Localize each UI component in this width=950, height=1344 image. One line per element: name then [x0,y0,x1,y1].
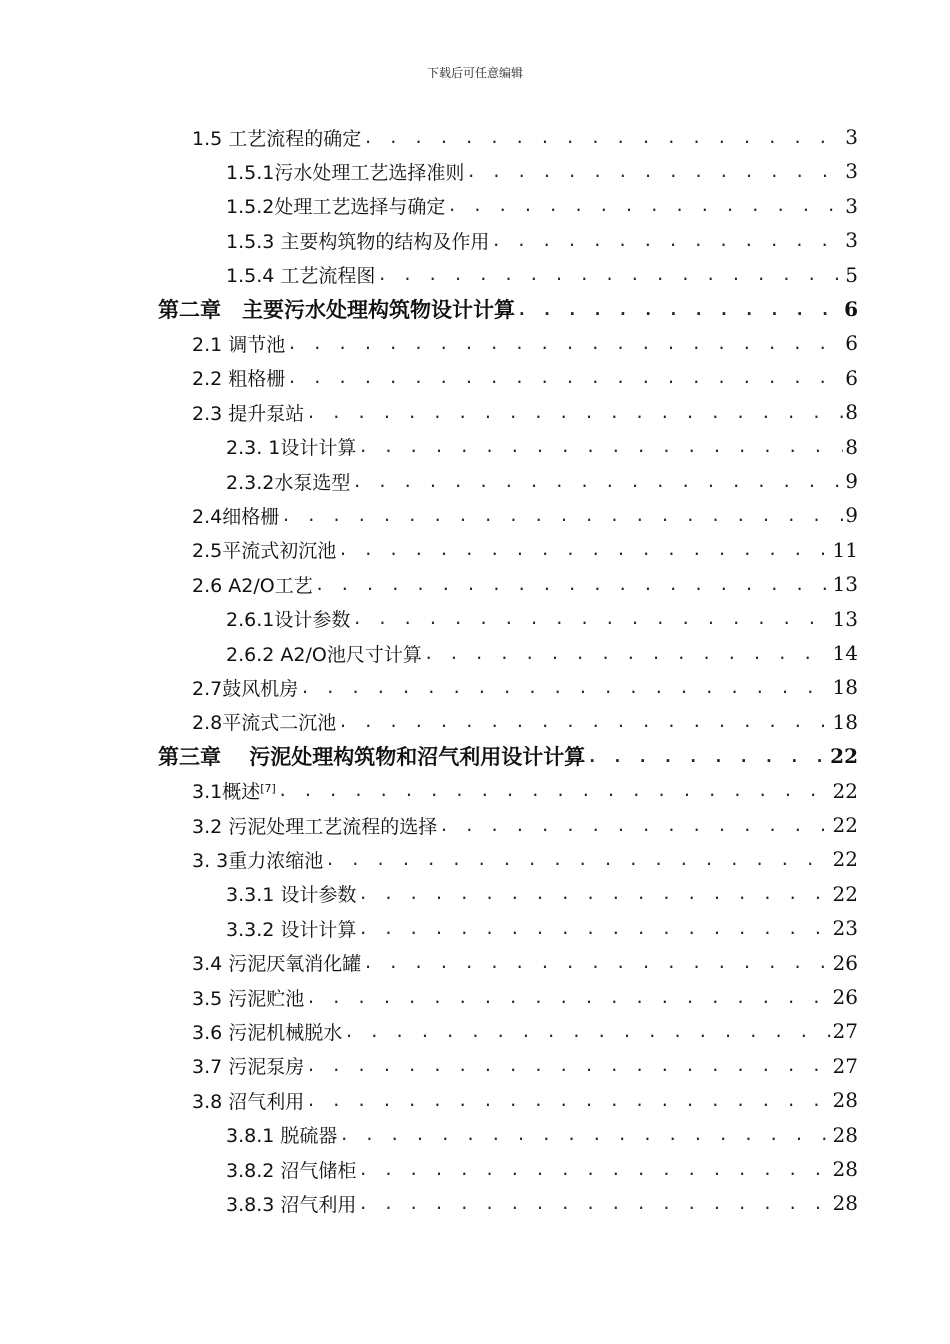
toc-entry[interactable] [226,189,858,223]
toc-page-number: 9 [845,469,858,493]
toc-entry[interactable] [226,877,858,911]
toc-entry-title [192,777,276,804]
toc-entry-title-text: 3.3.1 设计参数 [226,884,357,907]
toc-entry-title [226,880,356,907]
toc-entry-title [226,261,375,288]
toc-entry-title [192,536,336,563]
toc-page-number: 3 [845,193,858,218]
toc-page-number: 28 [832,1191,858,1216]
toc-page-number: 28 [832,1157,858,1181]
toc-entry-title [192,399,304,426]
dot-leader [491,231,843,250]
toc-entry-title [192,1018,342,1045]
dot-leader [358,437,843,456]
toc-entry-title [192,984,304,1011]
toc-entry[interactable] [226,636,858,670]
dot-leader [278,781,831,800]
toc-entry[interactable] [226,1186,858,1220]
toc-entry-title-text: 2.6.1设计参数 [226,609,351,632]
toc-page-number: 27 [832,1019,858,1044]
toc-entry-title [192,708,336,735]
toc-page-number: 6 [845,365,858,390]
toc-page-number: 23 [832,916,858,941]
toc-entry[interactable] [226,911,858,945]
toc-entry[interactable] [192,120,858,154]
toc-entry-title [226,640,422,667]
toc-entry-title [192,1052,304,1079]
dot-leader [358,1194,830,1213]
toc-page-number: 26 [832,950,858,975]
toc-page-number: 14 [832,641,858,665]
citation-superscript: [7] [260,782,276,796]
toc-page-number: 28 [832,1088,858,1113]
dot-leader [447,196,843,215]
toc-entry[interactable] [226,430,858,464]
toc-page-number: 26 [832,985,858,1009]
toc-page-number: 3 [845,159,858,184]
dot-leader [587,747,828,766]
toc-entry[interactable] [192,1083,858,1117]
toc-entry-title-text: 2.4细格栅 [192,505,280,528]
toc-entry-title-text: 3.5 污泥贮池 [192,987,305,1010]
dot-leader [344,1022,830,1041]
dot-leader [338,540,830,559]
toc-page-number: 22 [832,847,858,872]
page-header: 下载后可任意编辑 [426,66,523,80]
toc-entry-title-text: 第二章 主要污水处理构筑物设计计算 [158,298,515,322]
toc-entry-title-text: 2.8平流式二沉池 [192,712,337,735]
toc-page-number: 28 [832,1122,858,1147]
toc-entry-title-text: 3. 3重力浓缩池 [192,849,324,872]
toc-entry[interactable] [192,808,858,842]
toc-entry-title-text: 3.8.2 沼气储柜 [226,1159,357,1182]
dot-leader [306,1091,830,1110]
toc-page-number: 11 [832,537,858,562]
dot-leader [306,403,843,422]
toc-entry-title-text: 2.3 提升泵站 [192,402,305,425]
toc-entry-title-text: 第三章 污泥处理构筑物和沼气利用设计计算 [158,745,586,770]
dot-leader [363,953,830,972]
toc-entry-title [192,502,279,529]
toc-entry-title-text: 2.5平流式初沉池 [192,540,337,563]
toc-entry-title [158,294,515,324]
toc-entry-title [192,846,323,873]
toc-entry-title [192,571,313,598]
toc-entry[interactable] [226,464,858,498]
toc-entry[interactable] [192,326,858,360]
toc-entry[interactable] [192,567,858,601]
toc-entry-title-text: 2.3. 1设计计算 [226,437,357,460]
toc-page-number: 9 [845,503,858,528]
toc-entry[interactable] [226,154,858,188]
toc-entry-title [226,433,356,460]
toc-entry[interactable] [192,980,858,1014]
toc-chapter-entry[interactable] [158,739,858,773]
toc-entry-title-text: 3.2 污泥处理工艺流程的选择 [192,815,438,838]
toc-entry-title [192,674,298,701]
toc-entry-title [226,915,356,942]
toc-entry-title-text: 2.6.2 A2/O池尺寸计算 [226,643,422,666]
toc-entry-title [226,1190,356,1217]
toc-entry-title-text: 1.5.4 工艺流程图 [226,265,376,288]
toc-entry-title [192,124,361,151]
dot-leader [339,1125,830,1144]
dot-leader [358,1160,830,1179]
toc-entry[interactable] [226,1118,858,1152]
dot-leader [306,1056,830,1075]
dot-leader [315,575,831,594]
toc-entry-title-text: 3.3.2 设计计算 [226,918,357,941]
toc-entry-title-text: 2.3.2水泵选型 [226,471,351,494]
toc-entry[interactable] [226,602,858,636]
dot-leader [377,265,843,284]
toc-entry-title [226,227,489,254]
toc-entry-title-text: 1.5.3 主要构筑物的结构及作用 [226,230,490,253]
toc-entry-title-text: 3.8.3 沼气利用 [226,1193,357,1216]
dot-leader [352,472,843,491]
dot-leader [287,334,843,353]
toc-entry-title-text: 3.8.1 脱硫器 [226,1125,338,1148]
toc-entry-title-text: 3.4 污泥厌氧消化罐 [192,953,362,976]
toc-entry[interactable] [192,395,858,429]
toc-page-number: 22 [832,813,858,837]
toc-page-number: 22 [832,778,858,803]
toc-page-number: 8 [845,434,858,459]
toc-entry-title-text: 3.8 沼气利用 [192,1090,305,1113]
toc-entry-title-text: 2.2 粗格栅 [192,368,286,391]
dot-leader [306,988,830,1007]
dot-leader [517,300,842,319]
toc-entry-title [192,1087,304,1114]
toc-entry[interactable] [192,946,858,980]
toc-page-number: 6 [844,297,858,321]
toc-entry[interactable] [226,258,858,292]
dot-leader [424,644,831,663]
toc-entry-title-text: 2.6 A2/O工艺 [192,574,313,597]
toc-entry[interactable] [192,533,858,567]
toc-entry-title [226,1121,337,1148]
toc-entry[interactable] [192,1049,858,1083]
toc-entry-title [226,192,445,219]
toc-entry-title-text: 1.5.1污水处理工艺选择准则 [226,161,465,184]
toc-chapter-entry[interactable] [158,292,858,326]
toc-entry-title [192,949,361,976]
toc-entry[interactable] [192,705,858,739]
toc-entry-title-text: 1.5.2处理工艺选择与确定 [226,196,446,219]
toc-entry-title [226,468,350,495]
toc-page-number: 8 [845,400,858,425]
dot-leader [363,128,843,147]
dot-leader [439,816,830,835]
dot-leader [466,162,843,181]
dot-leader [300,678,830,697]
dot-leader [358,884,830,903]
toc-entry[interactable] [192,361,858,395]
toc-entry-title [192,330,285,357]
toc-page-number: 18 [832,709,858,734]
toc-entry[interactable] [226,1152,858,1186]
toc-entry-title [226,1156,356,1183]
toc-page-number: 18 [832,675,858,700]
toc-entry-title-text: 2.1 调节池 [192,333,286,356]
dot-leader [358,919,830,938]
toc-entry-title-text: 3.7 污泥泵房 [192,1056,305,1079]
toc-entry-title-text: 3.6 污泥机械脱水 [192,1021,343,1044]
toc-page-number: 5 [845,262,858,287]
toc-page-number: 27 [832,1053,858,1078]
dot-leader [338,712,830,731]
dot-leader [287,368,843,387]
toc-page-number: 13 [832,606,858,631]
toc-entry-title [158,741,585,771]
toc-entry-title-text: 1.5 工艺流程的确定 [192,127,362,150]
dot-leader [352,609,830,628]
toc-entry-title-text: 3.1概述 [192,781,261,804]
dot-leader [281,506,843,525]
toc-entry-title [192,812,437,839]
toc-entry[interactable] [192,774,858,808]
toc-entry[interactable] [192,498,858,532]
toc-page-number: 6 [845,331,858,356]
dot-leader [325,850,830,869]
toc-page-number: 22 [830,744,858,769]
toc-entry-title [226,158,464,185]
toc-page-number: 22 [832,881,858,906]
toc-entry[interactable] [192,842,858,876]
toc-page-number: 3 [845,228,858,253]
toc-entry[interactable] [192,670,858,704]
toc-entry-title [192,364,285,391]
toc-page-number: 13 [832,572,858,597]
toc-entry-title [226,605,350,632]
toc-page-number: 3 [845,125,858,149]
toc-entry[interactable] [192,1014,858,1048]
toc-entry-title-text: 2.7鼓风机房 [192,677,299,700]
toc-entry[interactable] [226,223,858,257]
